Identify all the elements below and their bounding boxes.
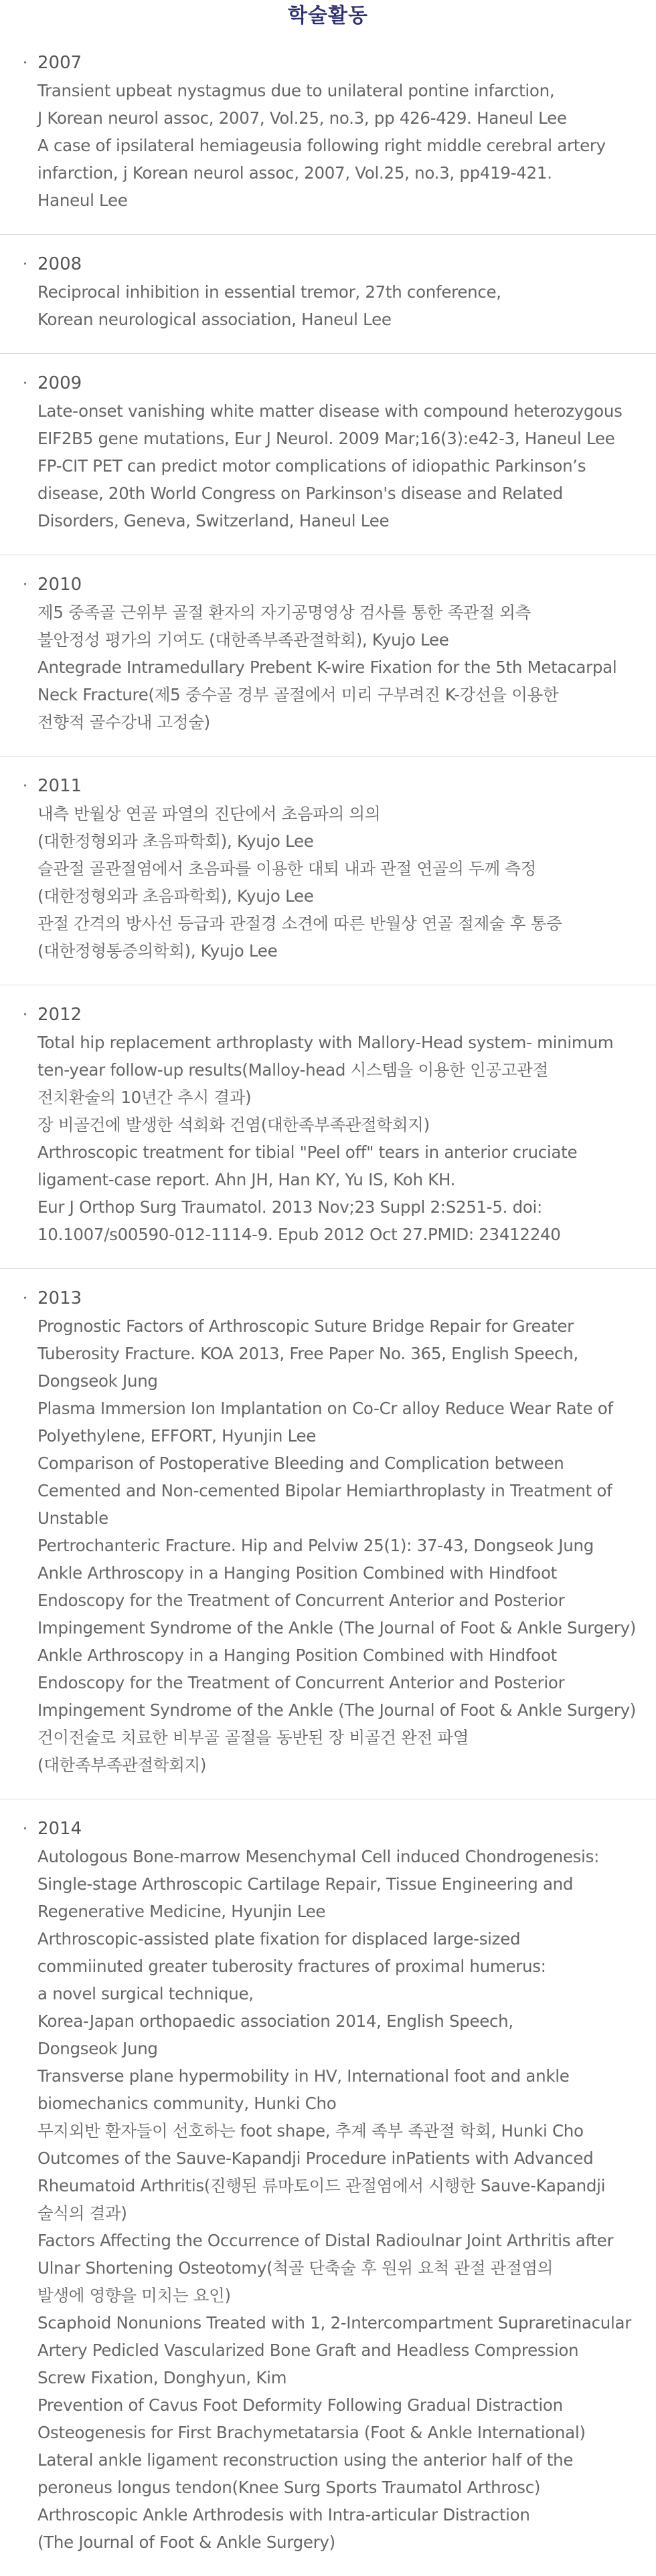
publication-entry: Transient upbeat nystagmus due to unilateral pontine infarction, J Korean neurol assoc, 2007, Vol.25, no.3, pp 426-429. Haneul Lee: [37, 81, 567, 128]
publication-entry: Outcomes of the Sauve-Kapandji Procedure inPatients with Advanced Rheumatoid Arthritis(진행된 류마토이드 관절염에서 시행한 Sauve-Kapandji 술식의 결과): [37, 2149, 606, 2223]
bullet-dot-icon: ·: [23, 55, 27, 72]
publication-entry: Scaphoid Nonunions Treated with 1, 2-Intercompartment Supraretinacular Artery Pedicled Vascularized Bone Graft and Headless Compression Screw Fixation, Donghyun, Kim: [37, 2313, 631, 2387]
year-heading: 2010: [37, 575, 82, 595]
publication-entry: Prevention of Cavus Foot Deformity Following Gradual Distraction Osteogenesis for First Brachymetatarsia (Foot & Ankle International): [37, 2395, 586, 2442]
publication-entry: 관절 간격의 방사선 등급과 관절경 소견에 따른 반월상 연골 절제술 후 통증 (대한정형통증의학회), Kyujo Lee: [37, 914, 562, 961]
publication-entry: Arthroscopic treatment for tibial "Peel off" tears in anterior cruciate ligament-case report. Ahn JH, Han KY, Yu IS, Koh KH. Eur J Orthop Surg Traumatol. 2013 Nov;23 Suppl 2:S251-5. doi: 10.1007/s00590-012-1114-9. Epub 2012 Oct 27.PMID: 23412240: [37, 1143, 578, 1244]
publication-entry: Autologous Bone-marrow Mesenchymal Cell induced Chondrogenesis: Single-stage Arthroscopic Cartilage Repair, Tissue Engineering and Regenerative Medicine, Hyunjin Lee: [37, 1847, 599, 1921]
publication-entry: 건이전술로 치료한 비부골 골절을 동반된 장 비골건 완전 파열 (대한족부족관절학회지): [37, 1728, 469, 1775]
publication-entry: Antegrade Intramedullary Prebent K-wire Fixation for the 5th Metacarpal Neck Fracture(제5 중수골 경부 골절에서 미리 구부려진 K-강선을 이용한 전향적 골수강내 고정술): [37, 658, 617, 732]
publication-entry: Reciprocal inhibition in essential tremor, 27th conference, Korean neurological association, Haneul Lee: [37, 282, 501, 329]
publication-entry: Arthroscopic-assisted plate fixation for displaced large-sized commiinuted greater tuberosity fractures of proximal humerus: a novel surgical technique,: [37, 1929, 546, 2003]
publication-entry: Korea-Japan orthopaedic association 2014, English Speech, Dongseok Jung: [37, 2011, 513, 2058]
year-section: [0, 1001, 656, 1269]
bullet-dot-icon: ·: [23, 1821, 27, 1838]
publication-entry: Comparison of Postoperative Bleeding and Complication between Cemented and Non-cemented Bipolar Hemiarthroplasty in Treatment of Unstable: [37, 1454, 612, 1528]
year-heading: 2012: [37, 1005, 82, 1025]
year-heading: 2007: [37, 53, 82, 73]
bullet-dot-icon: ·: [23, 256, 27, 273]
publication-entry: 무지외반 환자들이 선호하는 foot shape, 추계 족부 족관절 학회, Hunki Cho: [37, 2121, 584, 2141]
publication-entry: Ankle Arthroscopy in a Hanging Position Combined with Hindfoot Endoscopy for the Treatment of Concurrent Anterior and Posterior Impingement Syndrome of the Ankle (The Journal of Foot & Ankle Surgery): [37, 1563, 637, 1638]
bullet-dot-icon: ·: [23, 375, 27, 392]
publication-entry: Lateral ankle ligament reconstruction using the anterior half of the peroneus longus tendon(Knee Surg Sports Traumatol Arthrosc): [37, 2450, 574, 2497]
year-section: [0, 1815, 656, 2576]
publication-entry: Factors Affecting the Occurrence of Distal Radioulnar Joint Arthritis after Ulnar Shortening Osteotomy(척골 단축술 후 원위 요척 관절 관절염의 발생에 영향을 미치는 요인): [37, 2231, 614, 2305]
bullet-dot-icon: ·: [23, 1007, 27, 1023]
year-section: [0, 773, 656, 985]
year-heading: 2009: [37, 373, 82, 393]
bullet-dot-icon: ·: [23, 1290, 27, 1307]
activity-list: [0, 49, 656, 2576]
year-heading: 2013: [37, 1288, 82, 1308]
year-section: [0, 251, 656, 354]
publication-entry: 장 비골건에 발생한 석회화 건염(대한족부족관절학회지): [37, 1115, 430, 1134]
publication-entry: 내측 반월상 연골 파열의 진단에서 초음파의 의의 (대한정형외과 초음파학회), Kyujo Lee: [37, 804, 381, 851]
year-section: [0, 49, 656, 235]
year-section: [0, 370, 656, 555]
publication-entry: Ankle Arthroscopy in a Hanging Position Combined with Hindfoot Endoscopy for the Treatment of Concurrent Anterior and Posterior Impingement Syndrome of the Ankle (The Journal of Foot & Ankle Surgery): [37, 1646, 637, 1720]
year-heading: 2011: [37, 776, 82, 796]
bullet-dot-icon: ·: [23, 577, 27, 593]
bullet-dot-icon: ·: [23, 778, 27, 795]
publication-entry: Plasma Immersion Ion Implantation on Co-Cr alloy Reduce Wear Rate of Polyethylene, EFFORT, Hyunjin Lee: [37, 1399, 613, 1446]
publication-entry: Total hip replacement arthroplasty with Mallory-Head system- minimum ten-year follow-up results(Malloy-head 시스템을 이용한 인공고관절 전치환술의 10년간 추시 결과): [37, 1033, 614, 1107]
year-heading: 2014: [37, 1819, 82, 1839]
year-section: [0, 571, 656, 757]
publication-entry: Transverse plane hypermobility in HV, International foot and ankle biomechanics community, Hunki Cho: [37, 2066, 570, 2113]
publication-entry: Arthroscopic Ankle Arthrodesis with Intra-articular Distraction (The Journal of Foot & Ankle Surgery): [37, 2505, 530, 2552]
publication-entry: A case of ipsilateral hemiageusia following right middle cerebral artery infarction, j Korean neurol assoc, 2007, Vol.25, no.3, pp419-421. Haneul Lee: [37, 136, 606, 210]
publication-entry: Late-onset vanishing white matter disease with compound heterozygous EIF2B5 gene mutations, Eur J Neurol. 2009 Mar;16(3):e42-3, Haneul Lee: [37, 401, 623, 448]
year-heading: 2008: [37, 254, 82, 274]
publication-entry: Pertrochanteric Fracture. Hip and Pelviw 25(1): 37-43, Dongseok Jung: [37, 1536, 594, 1555]
publication-entry: Prognostic Factors of Arthroscopic Suture Bridge Repair for Greater Tuberosity Fracture. KOA 2013, Free Paper No. 365, English Speech, Dongseok Jung: [37, 1316, 578, 1391]
publication-entry: FP-CIT PET can predict motor complications of idiopathic Parkinson’s disease, 20th World Congress on Parkinson's disease and Related Disorders, Geneva, Switzerland, Haneul Lee: [37, 456, 586, 530]
publication-entry: 슬관절 골관절염에서 초음파를 이용한 대퇴 내과 관절 연골의 두께 측정 (대한정형외과 초음파학회), Kyujo Lee: [37, 859, 537, 906]
year-section: [0, 1285, 656, 1799]
publication-entry: 제5 중족골 근위부 골절 환자의 자기공명영상 검사를 통한 족관절 외측 불안정성 평가의 기여도 (대한족부족관절학회), Kyujo Lee: [37, 603, 531, 650]
page-title: 학술활동: [288, 4, 368, 27]
